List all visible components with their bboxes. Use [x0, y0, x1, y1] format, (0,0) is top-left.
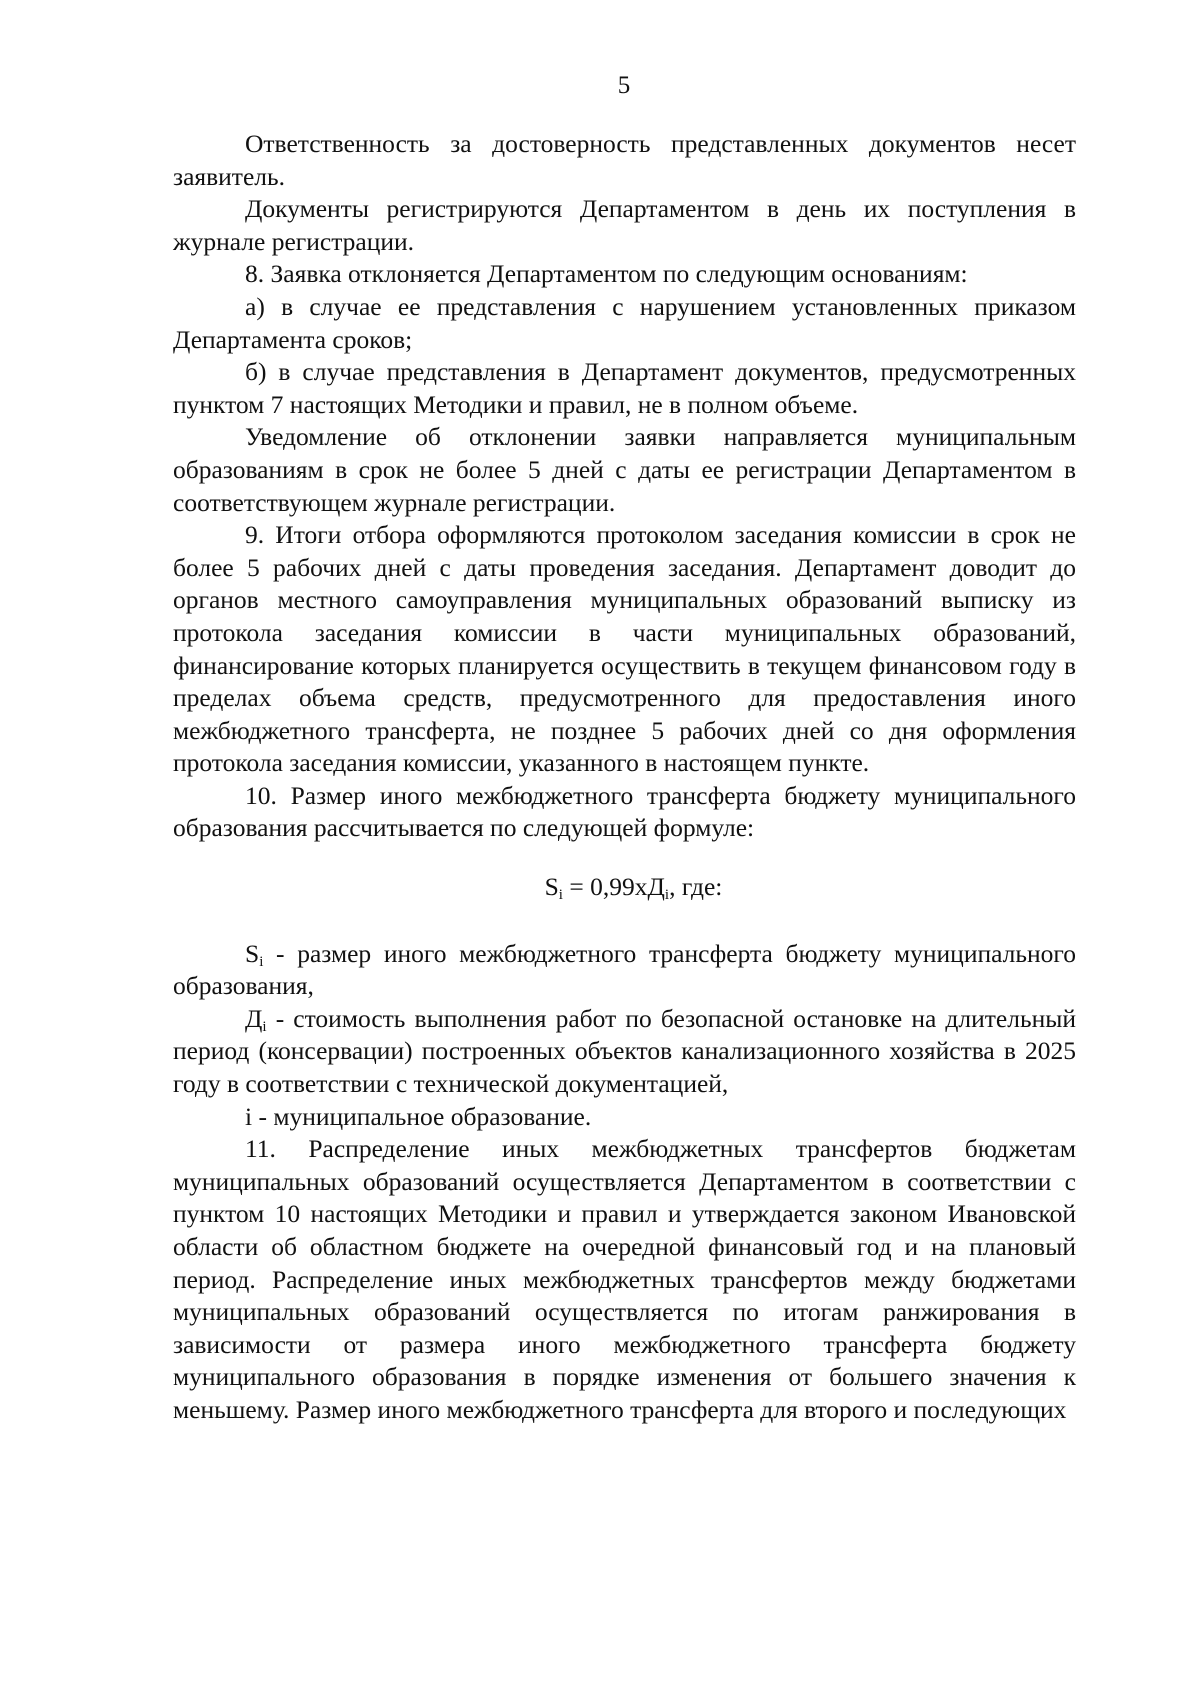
paragraph-registration: Документы регистрируются Департаментом в день их поступления в журнале регистрации. — [173, 194, 1076, 256]
definition-s-symbol: S — [245, 938, 260, 968]
page-number: 5 — [617, 72, 631, 99]
definition-s — [173, 938, 1076, 1003]
paragraph-11: 11. Распределение иных межбюджетных трансфертов бюджетам муниципальных образований осуществляется Департаментом в соответствии с пунктом 10 настоящих Методики и правил и утверждается законом Ивановской области об областном бюджете на очередной финансовый год и на плановый период. Распределение иных межбюджетных трансфертов между бюджетами муниципальных образований осуществляется по итогам ранжирования в зависимости от размера иного межбюджетного трансферта бюджету муниципального образования в порядке изменения от большего значения к меньшему. Размер иного межбюджетного трансферта для второго и последующих — [173, 1134, 1076, 1424]
paragraph-8b: б) в случае представления в Департамент документов, предусмотренных пунктом 7 настоящих Методики и правил, не в полном объеме. — [173, 357, 1076, 419]
formula-s-subscript: i — [558, 887, 563, 904]
definition-d-symbol: Д — [245, 1003, 263, 1033]
paragraph-notification: Уведомление об отклонении заявки направляется муниципальным образованиям в срок не более 5 дней с даты ее регистрации Департаментом в соответствующем журнале регистрации. — [173, 422, 1076, 517]
definition-d — [173, 1003, 1076, 1101]
definition-s-subscript: i — [259, 953, 264, 970]
definition-i: i - муниципальное образование. — [245, 1101, 592, 1131]
definition-d-subscript: i — [262, 1018, 267, 1035]
formula-middle: = 0,99х — [562, 872, 648, 902]
formula-d-subscript: i — [664, 887, 670, 904]
definition-d-text: - стоимость выполнения работ по безопасной остановке на длительный период (консервации) построенных объектов канализационного хозяйства в 2025 году в соответствии с технической документацией, — [173, 1003, 1076, 1099]
formula — [173, 871, 1076, 904]
formula-s-symbol: S — [544, 872, 559, 902]
formula-d-symbol: Д — [647, 872, 665, 902]
paragraph-8a: а) в случае ее представления с нарушением установленных приказом Департамента сроков; — [173, 291, 1076, 354]
definition-s-text: - размер иного межбюджетного трансферта бюджету муниципального образования, — [173, 938, 1076, 1001]
paragraph-8: 8. Заявка отклоняется Департаментом по следующим основаниям: — [245, 259, 968, 289]
paragraph-responsibility: Ответственность за достоверность представленных документов несет заявитель. — [173, 129, 1076, 191]
paragraph-9: 9. Итоги отбора оформляются протоколом заседания комиссии в срок не более 5 рабочих дней с даты проведения заседания. Департамент доводит до органов местного самоуправления муниципальных образований выписку из протокола заседания комиссии в части муниципальных образований, финансирование которых планируется осуществить в текущем финансовом году в пределах объема средств, предусмотренного для предоставления иного межбюджетного трансферта, не позднее 5 рабочих дней со дня оформления протокола заседания комиссии, указанного в настоящем пункте. — [173, 520, 1076, 778]
formula-tail: , где: — [669, 872, 723, 902]
document-body — [173, 128, 1076, 1427]
paragraph-10: 10. Размер иного межбюджетного трансферта бюджету муниципального образования рассчитывается по следующей формуле: — [173, 780, 1076, 843]
